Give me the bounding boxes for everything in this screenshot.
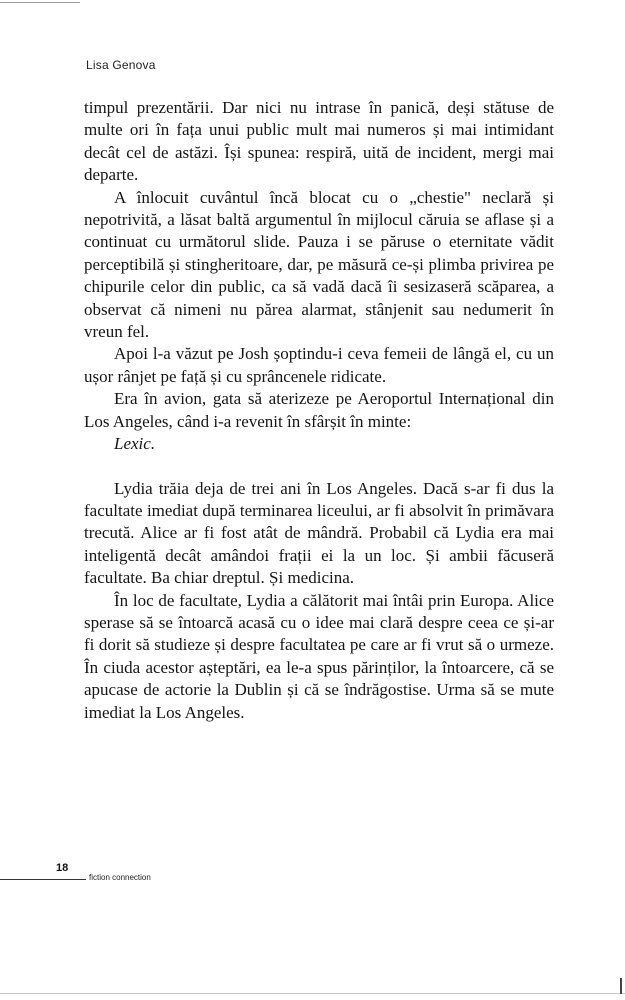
top-edge-rule xyxy=(0,2,80,3)
paragraph-1: timpul prezentării. Dar nici nu intrase în panică, deși stătuse de multe ori în fața unui public mult mai numeros și mai intimidant decât cel de astăzi. Își spunea: respiră, uită de incident, mergi mai departe. xyxy=(84,98,554,185)
paragraph-7: În loc de facultate, Lydia a călătorit mai întâi prin Europa. Alice sperase să se întoarcă acasă cu o idee mai clară despre ceea ce și-ar fi dorit să studieze și despre facultatea pe care ar fi vrut să o urmeze. În ciuda acestor așteptări, ea le-a spus părinților, la întoarcere, că se apucase de actorie la Dublin și că se îndrăgostise. Urma să se mute imediat la Los Angeles. xyxy=(84,590,554,722)
paragraph-2: A înlocuit cuvântul încă blocat cu o „chestie" neclară și nepotrivită, a lăsat baltă argumentul în mijlocul căruia se aflase și a continuat cu următorul slide. Pauza i se păruse o eternitate vădit perceptibilă și stingheritoare, dar, pe măsură ce-și plimba privirea pe chipurile celor din public, ca să vadă dacă îi sesizaseră scăparea, a observat că nimeni nu părea alarmat, stânjenit sau nedumerit în vreun fel. xyxy=(84,187,554,342)
paragraph-lexic: Lexic. xyxy=(114,434,156,454)
paragraph-6: Lydia trăia deja de trei ani în Los Angeles. Dacă s-ar fi dus la facultate imediat după terminarea liceului, ar fi absolvit în primăvara trecută. Alice ar fi fost atât de mândră. Probabil că Lydia era mai inteligentă decât amândoi frații ei la un loc. Și ambii făcuseră facultate. Ba chiar dreptul. Și medicina. xyxy=(84,478,554,588)
bottom-edge-rule xyxy=(0,993,625,994)
page-edge-mark xyxy=(620,978,622,994)
footer-publisher-label: fiction connection xyxy=(89,873,151,882)
running-head-author: Lisa Genova xyxy=(86,58,156,72)
body-text xyxy=(84,97,554,724)
page-number: 18 xyxy=(56,862,69,874)
paragraph-4: Era în avion, gata să aterizeze pe Aeroportul Internațional din Los Angeles, când i-a revenit în sfârșit în minte: xyxy=(84,389,554,431)
paragraph-3: Apoi l-a văzut pe Josh șoptindu-i ceva femeii de lângă el, cu un ușor rânjet pe față și cu sprâncenele ridicate. xyxy=(84,344,554,386)
footer-rule xyxy=(0,879,86,880)
